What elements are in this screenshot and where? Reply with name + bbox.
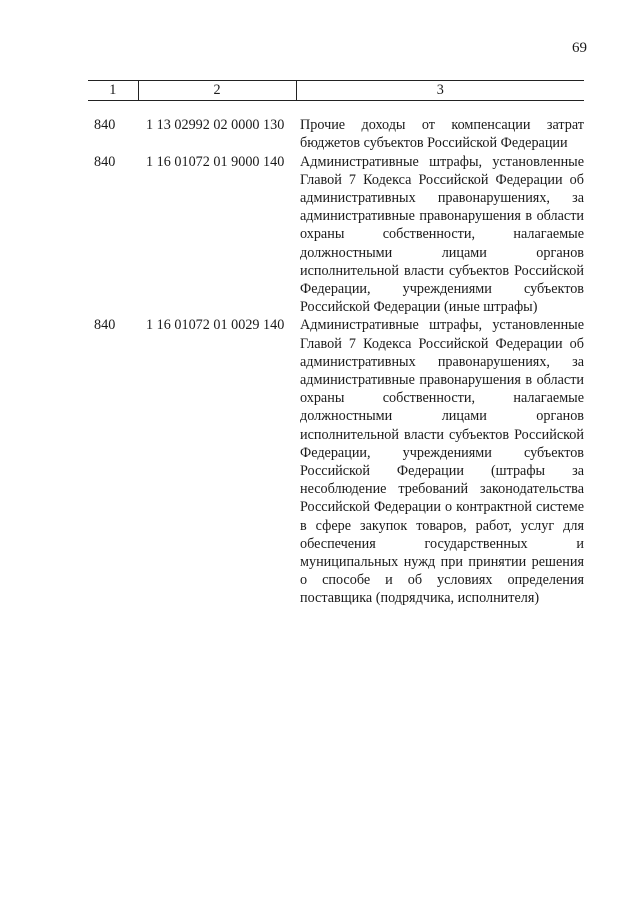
admin-code-cell: 840 (94, 153, 116, 170)
revenue-codes-table (88, 80, 584, 608)
column-header-3: 3 (296, 81, 584, 101)
column-header-2: 2 (138, 81, 296, 101)
revenue-code-cell: 1 16 01072 01 0029 140 (146, 317, 285, 334)
description-text: Прочие доходы от компенсации затрат бюджетов субъектов Российской Федерации (300, 117, 584, 152)
page-number: 69 (572, 40, 587, 56)
table-row (88, 153, 584, 317)
admin-code-cell: 840 (94, 317, 116, 334)
description-cell (296, 101, 584, 153)
revenue-code-cell: 1 13 02992 02 0000 130 (146, 117, 285, 134)
description-cell (296, 153, 584, 317)
description-text: Административные штрафы, установленные Главой 7 Кодекса Российской Федерации об административных правонарушениях, за административные правонарушения в области охраны собственности, налагаемые должностными лицами органов исполнительной власти субъектов Российской Федерации, учреждениями субъектов Российской Федерации (штрафы за несоблюдение требований законодательства Российской Федерации о контрактной системе в сфере закупок товаров, работ, услуг для обеспечения государственных и муниципальных нужд при принятии решения о способе и об условиях определения поставщика (подрядчика, исполнителя) (300, 317, 584, 607)
description-cell (296, 316, 584, 607)
table-row (88, 101, 584, 153)
description-text: Административные штрафы, установленные Главой 7 Кодекса Российской Федерации об административных правонарушениях, за административные правонарушения в области охраны собственности, налагаемые должностными лицами органов исполнительной власти субъектов Российской Федерации, учреждениями субъектов Российской Федерации (иные штрафы) (300, 153, 584, 316)
admin-code-cell: 840 (94, 117, 116, 134)
revenue-code-cell: 1 16 01072 01 9000 140 (146, 153, 285, 170)
table-row (88, 316, 584, 607)
table-header (88, 81, 584, 101)
column-header-1: 1 (88, 81, 138, 101)
